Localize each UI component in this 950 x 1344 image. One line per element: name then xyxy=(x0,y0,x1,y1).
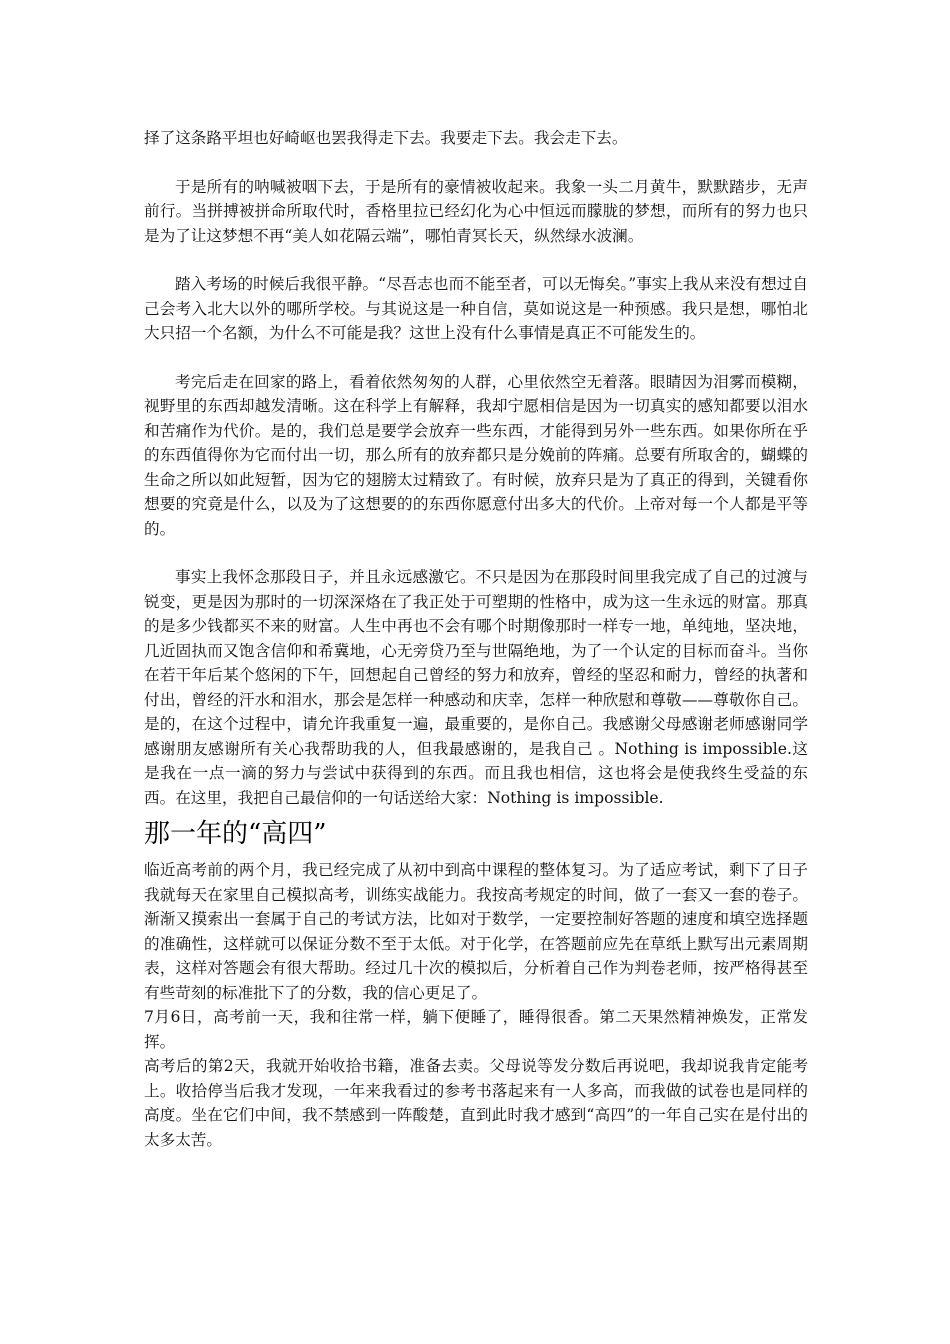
paragraph: 事实上我怀念那段日子，并且永远感激它。不只是因为在那段时间里我完成了自己的过渡与锐变，更是因为那时的一切深深烙在了我正处于可塑期的性格中，成为这一生永远的财富。那真的是多少钱都买不来的财富。人生中再也不会有哪个时期像那时一样专一地，单纯地，坚决地，几近固执而又饱含信仰和希冀地，心无旁贷乃至与世隔绝地，为了一个认定的目标而奋斗。当你在若干年后某个悠闲的下午，回想起自己曾经的努力和放弃，曾经的坚忍和耐力，曾经的执著和付出，曾经的汗水和泪水，那会是怎样一种感动和庆幸，怎样一种欣慰和尊敬——尊敬你自己。是的，在这个过程中，请允许我重复一遍，最重要的，是你自己。我感谢父母感谢老师感谢同学感谢朋友感谢所有关心我帮助我的人，但我最感谢的，是我自己 。Nothing is impossible.这是我在一点一滴的努力与尝试中获得到的东西。而且我也相信，这也将会是使我终生受益的东西。在这里，我把自己最信仰的一句话送给大家：Nothing is impossible. xyxy=(144,568,808,807)
paragraph: 高考后的第2天，我就开始收拾书籍，准备去卖。父母说等发分数后再说吧，我却说我肯定能考上。收拾停当后我才发现，一年来我看过的参考书落起来有一人多高，而我做的试卷也是同样的高度。坐在它们中间，我不禁感到一阵酸楚，直到此时我才感到“高四”的一年自己实在是付出的太多太苦。 xyxy=(144,1057,808,1149)
paragraph-gap xyxy=(144,541,808,565)
paragraph: 踏入考场的时候后我很平静。“尽吾志也而不能至者，可以无悔矣。”事实上我从来没有想过自己会考入北大以外的哪所学校。与其说这是一种自信，莫如说这是一种预感。我只是想，哪怕北大只招一个名额，为什么不可能是我？这世上没有什么事情是真正不可能发生的。 xyxy=(144,275,808,342)
paragraph: 考完后走在回家的路上，看着依然匆匆的人群，心里依然空无着落。眼睛因为泪雾而模糊，视野里的东西却越发清晰。这在科学上有解释，我却宁愿相信是因为一切真实的感知都要以泪水和苦痛作为代价。是的，我们总是要学会放弃一些东西，才能得到另外一些东西。如果你所在乎的东西值得你为它而付出一切，那么所有的放弃都只是分娩前的阵痛。总要有所取舍的，蝴蝶的生命之所以如此短暂，因为它的翅膀太过精致了。有时候，放弃只是为了真正的得到，关键看你想要的究竟是什么，以及为了这想要的的东西你愿意付出多大的代价。上帝对每一个人都是平等的。 xyxy=(144,372,808,538)
document-page xyxy=(144,126,808,1152)
paragraph: 于是所有的呐喊被咽下去，于是所有的豪情被收起来。我象一头二月黄牛，默默踏步，无声前行。当拼搏被拼命所取代时，香格里拉已经幻化为心中恒远而朦胧的梦想，而所有的努力也只是为了让这梦想不再“美人如花隔云端”，哪怕青冥长天，纵然绿水波澜。 xyxy=(144,177,808,245)
paragraph-gap xyxy=(144,248,808,272)
paragraph-continuation: 择了这条路平坦也好崎岖也罢我得走下去。我要走下去。我会走下去。 xyxy=(144,129,628,147)
paragraph: 7月6日，高考前一天，我和往常一样，躺下便睡了，睡得很香。第二天果然精神焕发，正常发挥。 xyxy=(144,1008,808,1051)
section-heading: 那一年的“高四” xyxy=(144,819,327,849)
paragraph-gap xyxy=(144,346,808,370)
paragraph: 临近高考前的两个月，我已经完成了从初中到高中课程的整体复习。为了适应考试，剩下了日子我就每天在家里自己模拟高考，训练实战能力。我按高考规定的时间，做了一套又一套的卷子。渐渐又摸索出一套属于自己的考试方法，比如对于数学，一定要控制好答题的速度和填空选择题的准确性，这样就可以保证分数不至于太低。对于化学，在答题前应先在草纸上默写出元素周期表，这样对答题会有很大帮助。经过几十次的模拟后，分析着自己作为判卷老师，按严格得甚至有些苛刻的标准批下了的分数，我的信心更足了。 xyxy=(144,861,808,1002)
paragraph-gap xyxy=(144,151,808,175)
